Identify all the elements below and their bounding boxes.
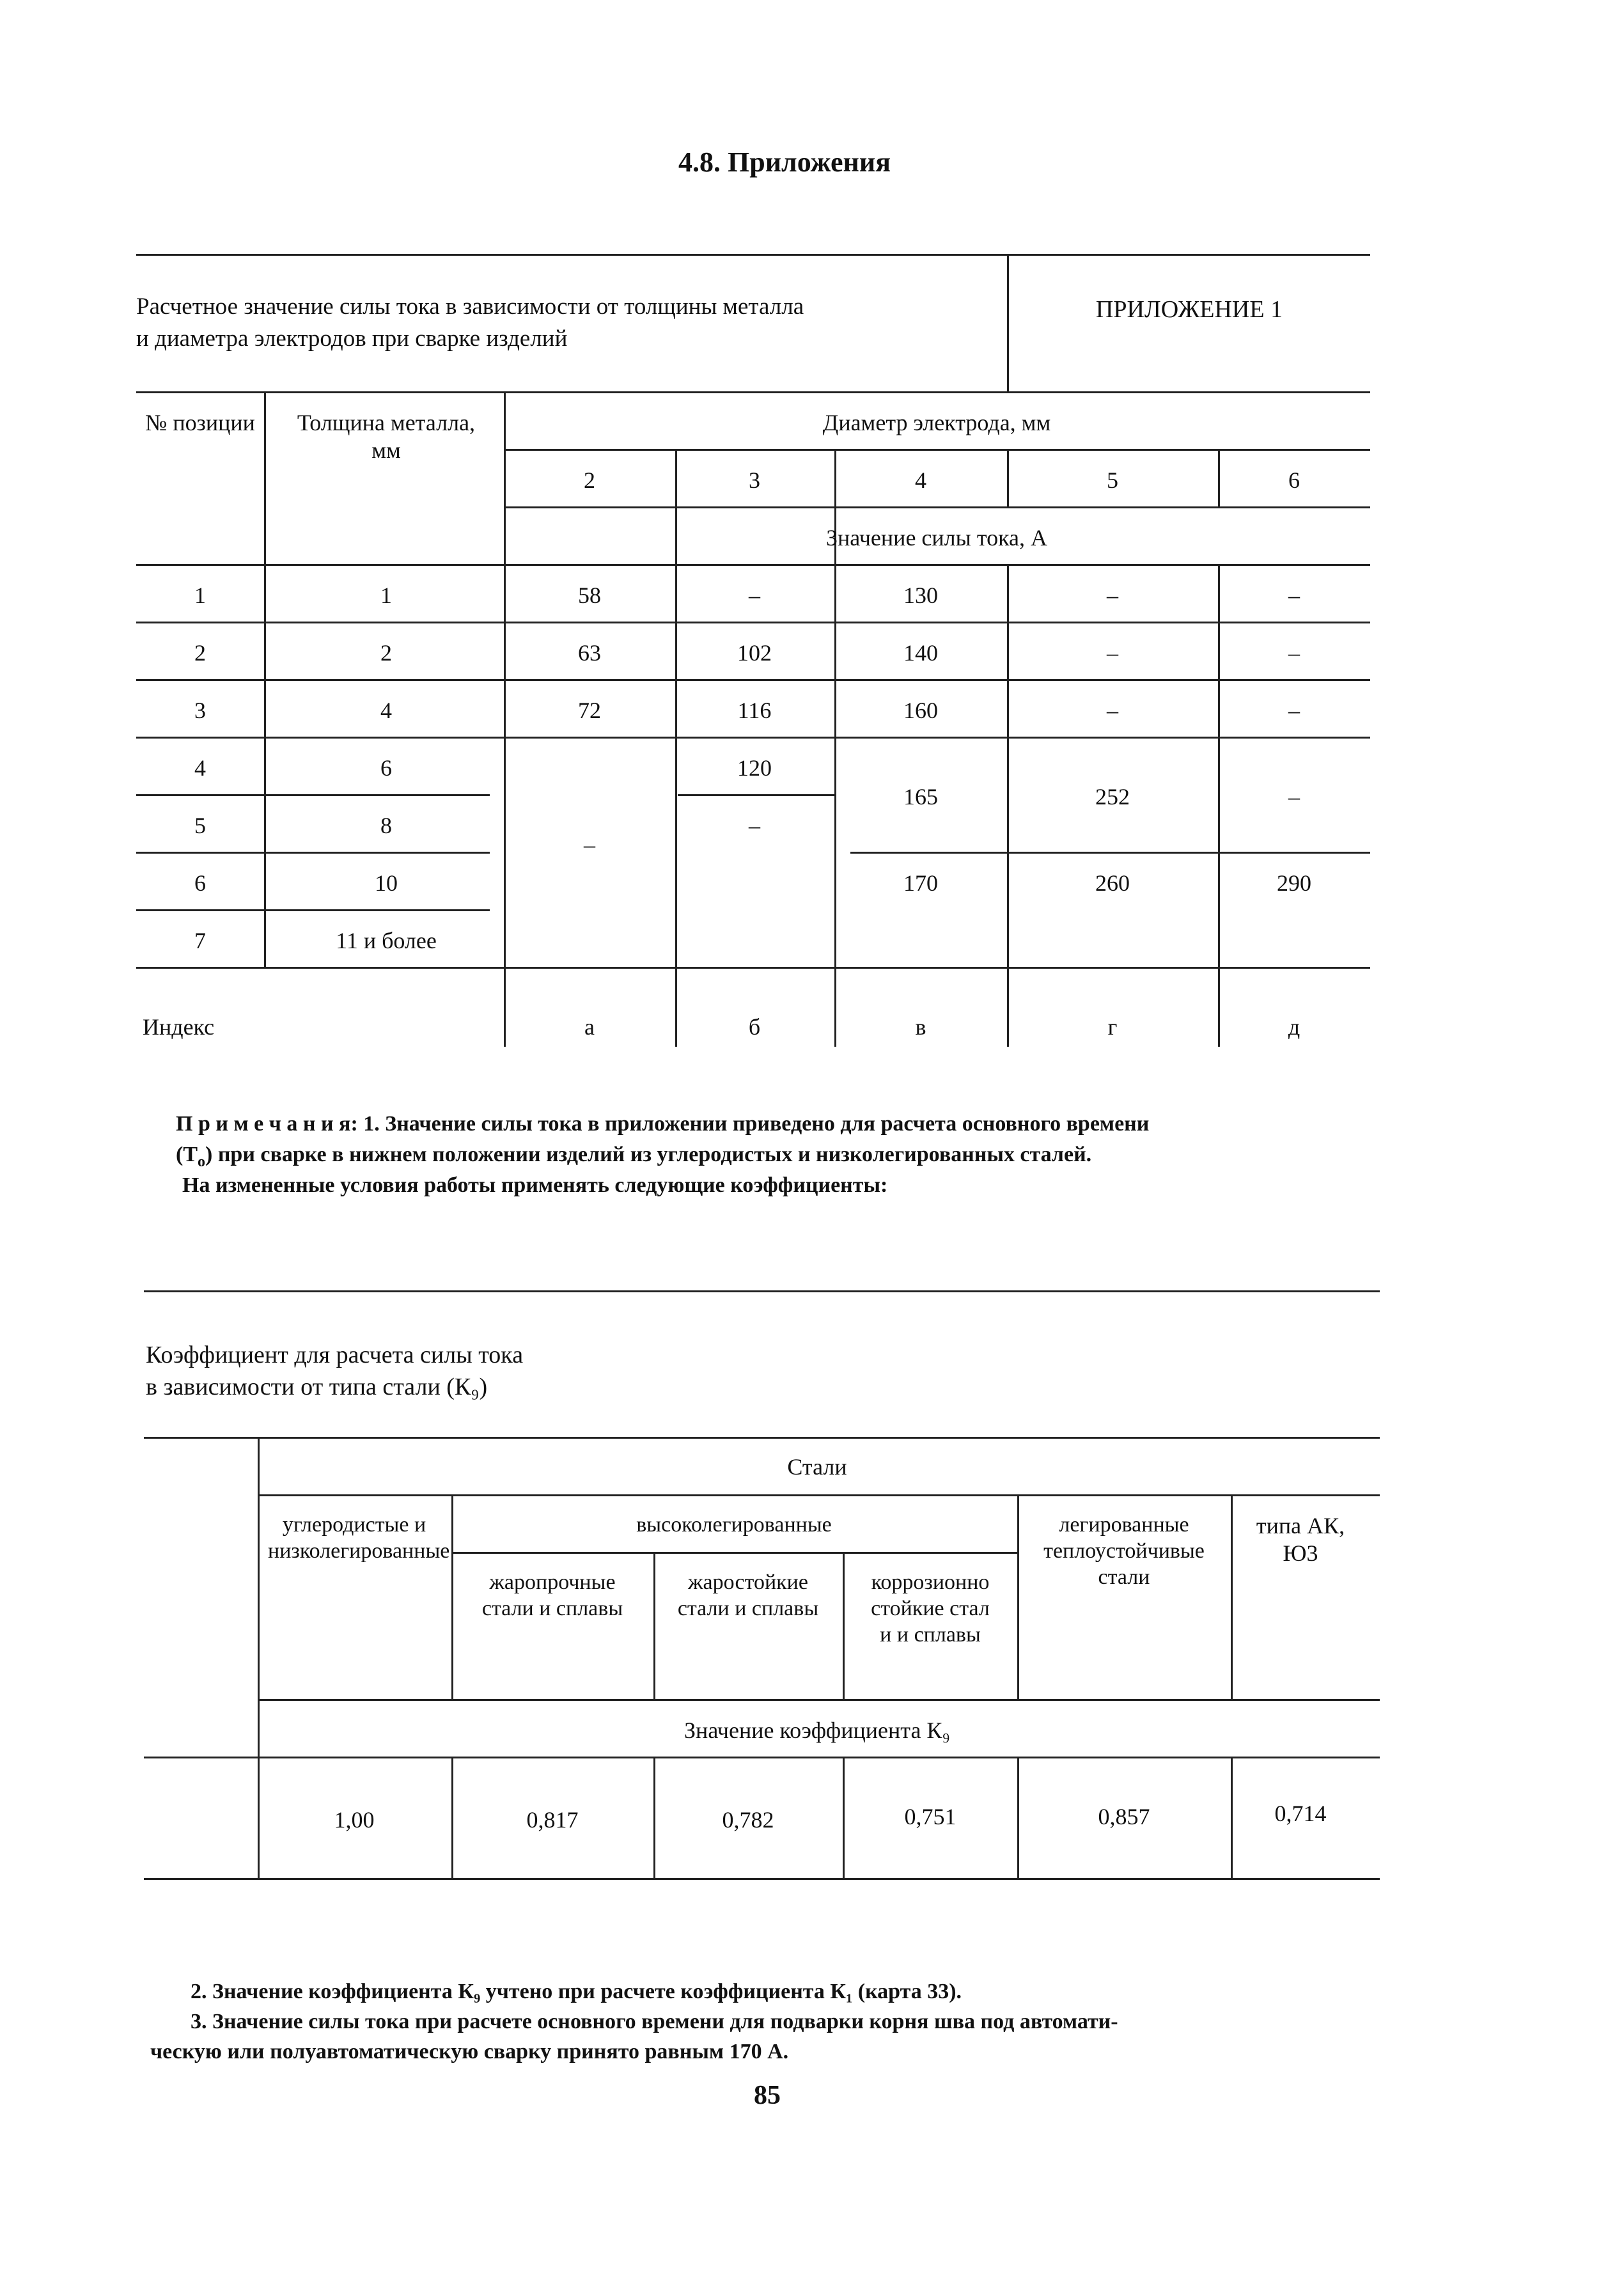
row6-thickness: 10 (375, 870, 398, 896)
row5-no: 5 (194, 813, 206, 838)
coef-value-alloyed-heat: 0,857 (1098, 1804, 1150, 1829)
coef-caption-line1: Коэффициент для расчета силы тока (146, 1342, 524, 1368)
index-v: в (915, 1014, 926, 1040)
appendix1-caption-line1: Расчетное значение силы тока в зависимости от толщины металла (136, 294, 804, 320)
header-diameter-3: 3 (749, 467, 760, 493)
merged-d3-row5: – (749, 813, 760, 838)
row7-thickness: 11 и более (336, 928, 437, 953)
row4-no: 4 (194, 755, 206, 781)
appendix1-caption-line2: и диаметра электродов при сварке изделий (136, 325, 568, 352)
header-diameter-5: 5 (1107, 467, 1118, 493)
note1-line3: На измененные условия работы применять следующие коэффициенты: (182, 1173, 888, 1197)
row2-d5: – (1107, 640, 1118, 666)
row7-no: 7 (194, 928, 206, 953)
header-current-value: Значение силы тока, А (825, 525, 1048, 551)
header-position-no: № позиции (145, 410, 255, 435)
coef-caption-line2: в зависимости от типа стали (К₉) (146, 1374, 488, 1400)
header-carbon: углеродистые и низколегированные (268, 1513, 450, 1563)
header-diameter-4: 4 (915, 467, 926, 493)
header-high-alloy: высоколегированные (636, 1513, 832, 1537)
index-d: д (1288, 1014, 1300, 1040)
coef-value-heat-resistant: 0,817 (526, 1807, 579, 1833)
merged-d2-rows4-7: – (584, 832, 595, 857)
row1-d2: 58 (578, 583, 601, 608)
merged-d4-rows4-5: 165 (903, 784, 938, 810)
coef-value-ak-type: 0,714 (1274, 1801, 1327, 1826)
row1-d5: – (1107, 583, 1118, 608)
row3-thickness: 4 (380, 698, 392, 723)
row5-thickness: 8 (380, 813, 392, 838)
row3-d3: 116 (737, 698, 772, 723)
header-alloyed-heat: легированные теплоустойчивые стали (1043, 1513, 1205, 1589)
row3-d4: 160 (903, 698, 938, 723)
header-ak-type: типа АК, Ю3 (1256, 1513, 1345, 1567)
row2-d4: 140 (903, 640, 938, 666)
note3-line1: 3. Значение силы тока при расчете основного времени для подварки корня шва под автомати- (191, 2010, 1118, 2033)
note1-line1: П р и м е ч а н и я: 1. Значение силы тока в приложении приведено для расчета основного времени (176, 1112, 1150, 1136)
header-thickness: Толщина металла, мм (297, 410, 476, 464)
note3-line2: ческую или полуавтоматическую сварку принято равным 170 А. (150, 2040, 789, 2063)
merged-d5-rows6-7: 260 (1095, 870, 1130, 896)
merged-d4-rows6-7: 170 (903, 870, 938, 896)
merged-d5-rows4-5: 252 (1095, 784, 1130, 810)
row2-d2: 63 (578, 640, 601, 666)
page-title: 4.8. Приложения (678, 146, 891, 178)
row2-thickness: 2 (380, 640, 392, 666)
header-steels: Стали (787, 1454, 847, 1480)
header-diameter: Диаметр электрода, мм (822, 410, 1051, 435)
header-heat-resistant: жаропрочные стали и сплавы (481, 1570, 623, 1620)
row3-no: 3 (194, 698, 206, 723)
index-a: а (584, 1014, 595, 1040)
row1-d3: – (749, 583, 760, 608)
row1-no: 1 (194, 583, 206, 608)
row1-d6: – (1288, 583, 1300, 608)
row3-d2: 72 (578, 698, 601, 723)
row2-d6: – (1288, 640, 1300, 666)
appendix1-label: ПРИЛОЖЕНИЕ 1 (1095, 296, 1283, 323)
header-coef-value: Значение коэффициента К₉ (684, 1718, 950, 1743)
row2-no: 2 (194, 640, 206, 666)
index-g: г (1107, 1014, 1118, 1040)
row3-d6: – (1288, 698, 1300, 723)
merged-d6-rows4-5: – (1288, 784, 1300, 810)
header-scale-resistant: жаростойкие стали и сплавы (677, 1570, 819, 1620)
row2-d3: 102 (737, 640, 772, 666)
merged-d6-rows6-7: 290 (1277, 870, 1311, 896)
index-b: б (748, 1014, 761, 1040)
row6-no: 6 (194, 870, 206, 896)
row1-d4: 130 (903, 583, 938, 608)
index-label: Индекс (143, 1014, 215, 1040)
header-diameter-6: 6 (1288, 467, 1300, 493)
note1-line2: $(Т_о)$ при сварке в нижнем положении изделий из углеродистых и низколегированных сталей. (176, 1143, 1092, 1170)
coef-value-scale-resistant: 0,782 (722, 1807, 774, 1833)
header-corrosion-resistant: коррозионностойкие стали и сплавы (871, 1570, 990, 1647)
row3-d5: – (1107, 698, 1118, 723)
page-number: 85 (754, 2081, 781, 2110)
coef-value-carbon: 1,00 (334, 1807, 375, 1833)
row4-thickness: 6 (380, 755, 392, 781)
row1-thickness: 1 (380, 583, 392, 608)
note2: 2. Значение коэффициента К₉ учтено при расчете коэффициента К₁ (карта 33). (191, 1980, 962, 2003)
header-diameter-2: 2 (584, 467, 595, 493)
merged-d3-row4: 120 (737, 755, 772, 781)
coef-value-corrosion-resistant: 0,751 (904, 1804, 956, 1829)
